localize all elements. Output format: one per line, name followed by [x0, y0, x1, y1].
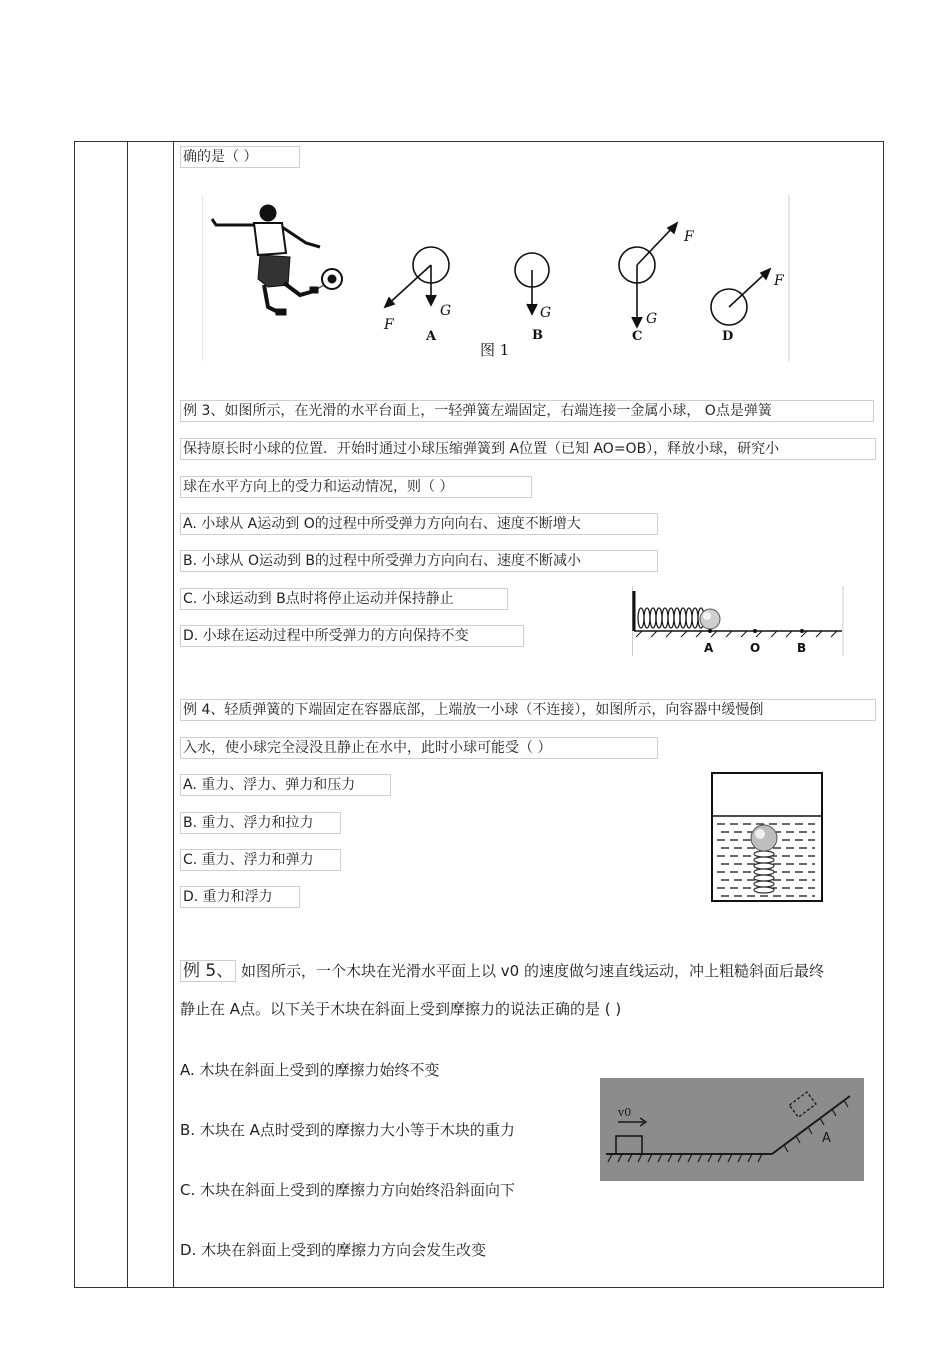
ex4-stem-line-2: 入水，使小球完全浸没且静止在水中，此时小球可能受（ ） — [180, 737, 658, 759]
ex5-option-b: B. 木块在 A点时受到的摩擦力大小等于木块的重力 — [180, 1121, 515, 1139]
vertical-spring — [754, 851, 774, 893]
label-fig1-C: C — [632, 329, 643, 344]
ex3-stem-line-1: 例 3、如图所示，在光滑的水平台面上，一轻弹簧左端固定，右端连接一金属小球， O点是弹簧 — [180, 400, 874, 422]
compressed-spring — [638, 608, 704, 628]
ex5-prefix: 例 5、 — [180, 960, 236, 982]
label-spring-B: B — [797, 641, 807, 655]
ex5-option-d: D. 木块在斜面上受到的摩擦力方向会发生改变 — [180, 1241, 487, 1259]
label-fig1-G-b: G — [540, 305, 552, 321]
figure-container-spring-ball — [711, 772, 823, 902]
table-col-divider-1 — [127, 141, 128, 1288]
label-fig1-D: D — [722, 329, 734, 344]
figure-1-force-diagrams — [202, 195, 790, 361]
ex3-option-a: A. 小球从 A运动到 O的过程中所受弹力方向向右、速度不断增大 — [180, 513, 658, 535]
label-v0: v0 — [618, 1106, 632, 1119]
ex4-option-a: A. 重力、浮力、弹力和压力 — [180, 774, 391, 796]
table-col-divider-2 — [173, 141, 174, 1288]
label-fig1-F-a: F — [384, 317, 394, 333]
ex3-option-c: C. 小球运动到 B点时将停止运动并保持静止 — [180, 588, 508, 610]
ex4-option-c: C. 重力、浮力和弹力 — [180, 849, 341, 871]
label-fig1-B: B — [532, 328, 543, 343]
label-spring-O: O — [750, 641, 761, 655]
label-fig1-F-d: F — [774, 273, 784, 289]
label-fig1-F-c: F — [684, 229, 694, 245]
figure-spring-ball — [632, 586, 844, 656]
label-fig1-G-a: G — [440, 303, 452, 319]
ex4-stem-line-1: 例 4、轻质弹簧的下端固定在容器底部，上端放一小球（不连接），如图所示，向容器中缓慢倒 — [180, 699, 876, 721]
ex3-option-d: D. 小球在运动过程中所受弹力的方向保持不变 — [180, 625, 524, 647]
ex5-option-c: C. 木块在斜面上受到的摩擦力方向始终沿斜面向下 — [180, 1181, 516, 1199]
ex4-option-b: B. 重力、浮力和拉力 — [180, 812, 341, 834]
ex5-stem-line-1 — [180, 961, 824, 981]
ex3-stem-line-3: 球在水平方向上的受力和运动情况，则（ ） — [180, 476, 532, 498]
ex5-option-a: A. 木块在斜面上受到的摩擦力始终不变 — [180, 1061, 440, 1079]
diagram-d — [711, 269, 770, 325]
ex3-option-b: B. 小球从 O运动到 B的过程中所受弹力方向向右、速度不断减小 — [180, 550, 658, 572]
diagram-a — [385, 247, 449, 307]
label-spring-A: A — [704, 641, 714, 655]
label-fig1-A: A — [426, 329, 437, 344]
question-continuation: 确的是（ ） — [180, 146, 300, 168]
ex5-stem-line-2: 静止在 A点。以下关于木块在斜面上受到摩擦力的说法正确的是 ( ) — [180, 1000, 622, 1018]
floor-hatching — [636, 631, 837, 637]
table-bottom-border — [74, 1287, 884, 1288]
label-fig1-G-c: G — [646, 311, 658, 327]
ex5-line-1-text: 如图所示，一个木块在光滑水平面上以 v0 的速度做匀速直线运动，冲上粗糙斜面后最终 — [241, 962, 824, 980]
figure-1-caption: 图 1 — [480, 341, 510, 359]
table-top-border — [74, 141, 884, 142]
soccer-player-illustration — [212, 205, 342, 315]
table-right-border — [883, 141, 884, 1288]
figure-incline-block — [600, 1078, 864, 1181]
ex4-option-d: D. 重力和浮力 — [180, 886, 300, 908]
ex3-stem-line-2: 保持原长时小球的位置．开始时通过小球压缩弹簧到 A位置（已知 AO=OB），释放小球，研究小 — [180, 438, 876, 460]
table-left-border — [74, 141, 75, 1288]
label-incline-A: A — [822, 1131, 831, 1146]
